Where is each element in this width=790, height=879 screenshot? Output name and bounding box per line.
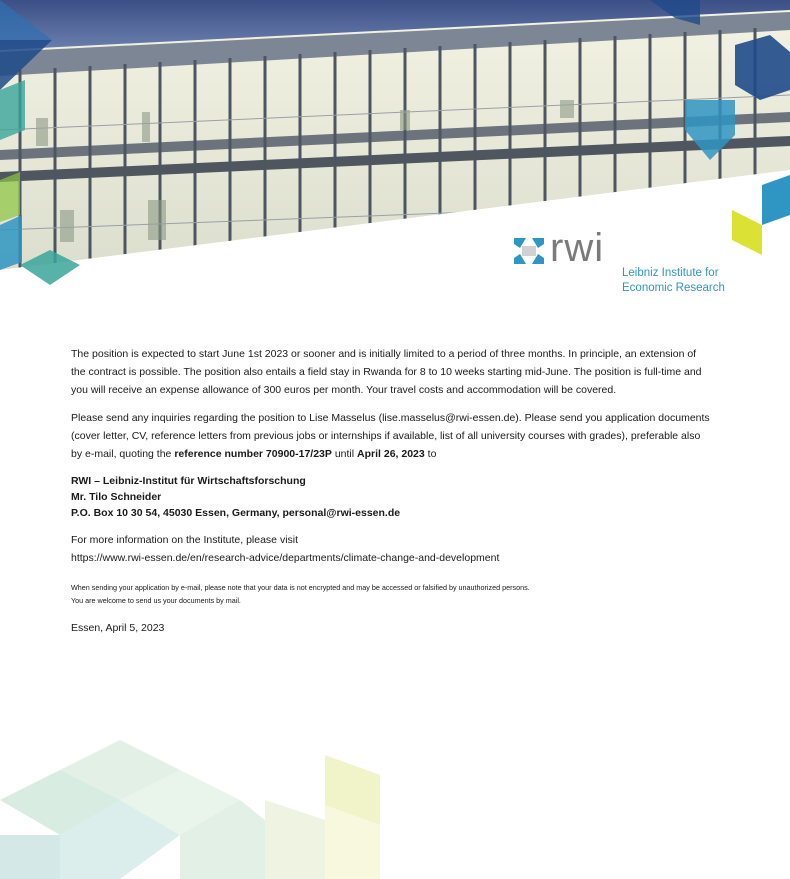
paragraph-position-details: The position is expected to start June 1st 2023 or sooner and is initially limited to a period of three months. In principle, an extension of the contract is possible. The position also entails a field stay in Rwanda for 8 to 10 weeks starting mid-June. The position is full-time and you will receive an expense allowance of 300 euros per month. Your travel costs and accommodation will be covered.: [71, 348, 702, 396]
more-info-label: For more information on the Institute, please visit: [71, 534, 299, 546]
logo-subtitle: [622, 266, 790, 296]
footer-decorative-cubes: [0, 740, 400, 879]
logo-subtitle-line2: Economic Research: [622, 282, 725, 294]
letter-date: Essen, April 5, 2023: [71, 622, 165, 634]
more-info-url[interactable]: https://www.rwi-essen.de/en/research-advice/departments/climate-change-and-development: [71, 552, 500, 564]
application-text-end: to: [424, 448, 437, 460]
privacy-notice-line2: You are welcome to send us your documents by mail.: [71, 596, 241, 605]
application-text-start: Please send any inquiries regarding the position to Lise Masselus (lise.masselus@rwi-essen.de). Please send you application documents (cover letter, CV, reference letters from previous jobs or internships if available, list of all university courses with grades), preferable also by e-mail, quoting the: [71, 412, 710, 460]
address-contact-person: Mr. Tilo Schneider: [71, 491, 162, 503]
paragraph-application: [71, 409, 713, 463]
logo-subtitle-line1: Leibniz Institute for: [622, 267, 719, 279]
privacy-notice-line1: When sending your application by e-mail, please note that your data is not encrypted and may be accessed or falsified by unauthorized persons.: [71, 583, 530, 592]
address-postal: P.O. Box 10 30 54, 45030 Essen, Germany, personal@rwi-essen.de: [71, 507, 401, 519]
address-institute: RWI – Leibniz-Institut für Wirtschaftsforschung: [71, 475, 306, 487]
rwi-logo: [512, 226, 725, 294]
privacy-notice: [71, 581, 713, 607]
reference-number: reference number 70900-17/23P: [174, 448, 332, 460]
until-text: until: [331, 448, 358, 460]
more-info: [71, 531, 713, 567]
rwi-logo-mark-icon: [512, 236, 546, 266]
deadline-date: April 26, 2023: [357, 448, 425, 460]
header-building-photo: [0, 0, 790, 300]
logo-wordmark: rwi: [550, 226, 605, 270]
letter-body: [71, 345, 713, 637]
address-block: [71, 473, 713, 521]
